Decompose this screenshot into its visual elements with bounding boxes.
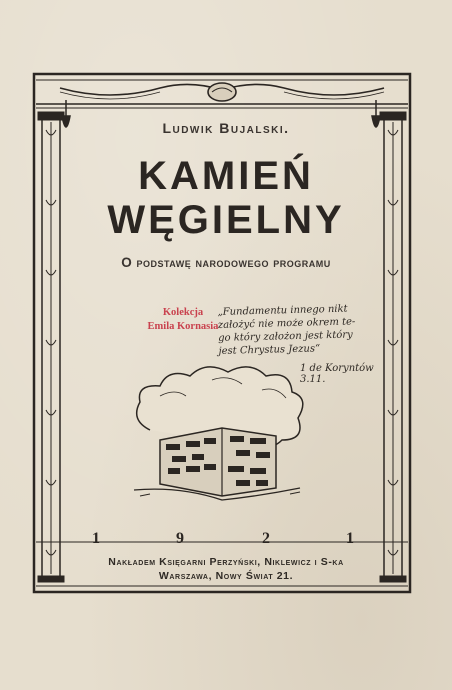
collection-stamp <box>138 306 228 334</box>
quote-line-1: „Fundamentu innego nikt <box>217 303 348 318</box>
cornerstone-illustration <box>134 367 303 500</box>
stamp-line-1: Kolekcja <box>162 307 204 318</box>
author-name: Ludwik Bujalski. <box>162 120 290 136</box>
year-digit-2: 9 <box>176 530 184 547</box>
subtitle: O podstawę narodowego programu <box>121 255 331 270</box>
quote-line-3: go który założon jest który <box>218 329 353 344</box>
year-digit-3: 2 <box>262 530 270 547</box>
publisher-line-1: Nakładem Księgarni Perzyński, Niklewicz i S-ka <box>108 556 344 568</box>
quote-line-2: założyć nie może okrem te- <box>217 316 356 331</box>
quote-line-4: jest Chrystus Jezus“ <box>218 343 321 357</box>
stamp-line-2: Emila Kornasia <box>147 321 219 332</box>
year-digit-4: 1 <box>346 530 354 547</box>
publisher-line-2: Warszawa, Nowy Świat 21. <box>158 570 294 582</box>
quote-reference: 1 de Koryntów 3.11. <box>300 363 374 385</box>
garland-ornament <box>60 83 384 101</box>
epigraph-quote <box>217 302 368 358</box>
title-line-2: WĘGIELNY <box>107 198 345 242</box>
title-line-1: KAMIEŃ <box>138 154 314 198</box>
year-digit-1: 1 <box>92 530 100 547</box>
